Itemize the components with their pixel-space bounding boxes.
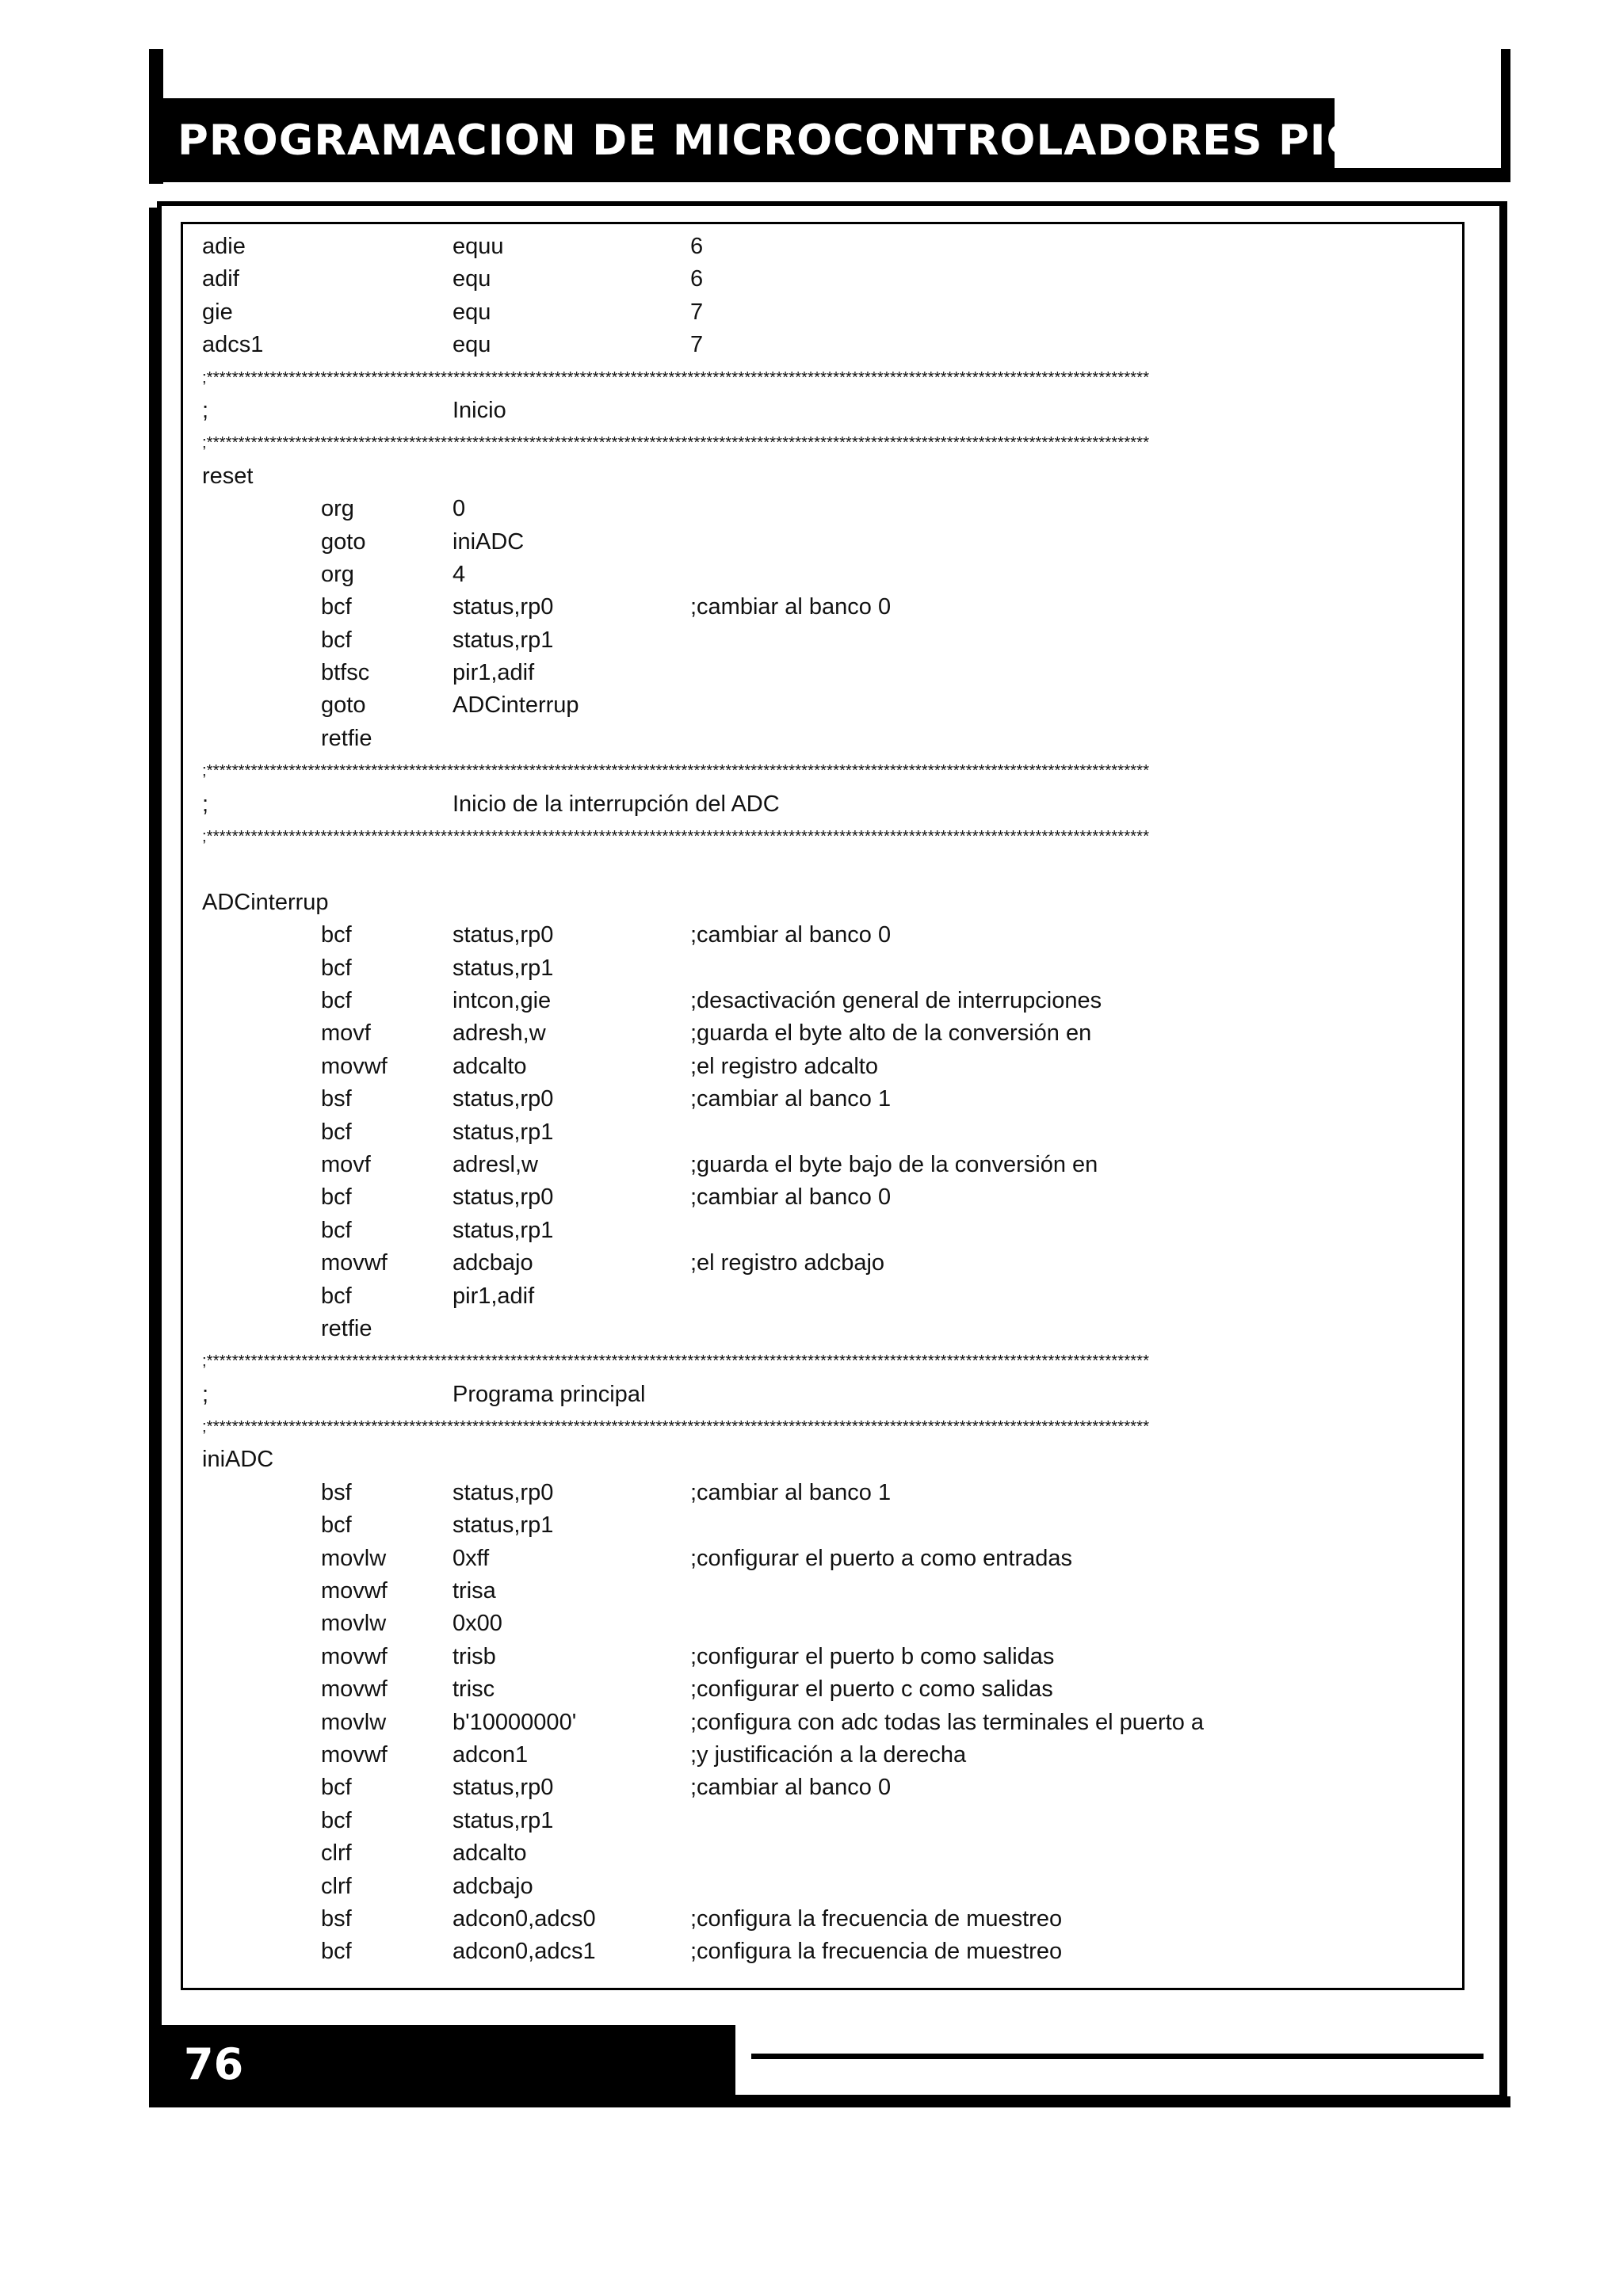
code-label: ; xyxy=(202,791,209,817)
separator-line xyxy=(193,362,1457,395)
code-line xyxy=(193,1673,1457,1706)
code-comment: ;cambiar al banco 0 xyxy=(690,594,892,620)
code-mnemonic: clrf xyxy=(321,1840,352,1867)
code-comment: ;configura la frecuencia de muestreo xyxy=(690,1939,1063,1965)
code-comment: ;desactivación general de interrupciones xyxy=(690,987,1102,1013)
code-line xyxy=(193,1181,1457,1214)
code-line xyxy=(193,1837,1457,1870)
code-line xyxy=(193,1116,1457,1149)
code-operand: adcbajo xyxy=(453,1250,533,1276)
code-mnemonic: bcf xyxy=(321,1775,352,1801)
code-operand: 0x00 xyxy=(453,1611,502,1637)
code-operand: status,rp0 xyxy=(453,922,554,948)
code-line xyxy=(193,1509,1457,1542)
code-line xyxy=(193,526,1457,559)
code-line xyxy=(193,1313,1457,1345)
code-mnemonic: bcf xyxy=(321,627,352,653)
code-operand: pir1,adif xyxy=(453,660,535,686)
code-line xyxy=(193,395,1457,427)
code-label: ADCinterrup xyxy=(202,889,329,915)
code-operand: ADCinterrup xyxy=(453,692,579,719)
code-label: gie xyxy=(202,299,233,325)
code-line xyxy=(193,1575,1457,1608)
code-line xyxy=(193,1772,1457,1804)
code-mnemonic: bcf xyxy=(321,1119,352,1145)
code-mnemonic: bcf xyxy=(321,594,352,620)
separator-asterisks: ;***************************************************************************************************************************************************** xyxy=(202,762,1150,780)
separator-line xyxy=(193,755,1457,788)
code-operand: Inicio de la interrupción del ADC xyxy=(453,791,780,817)
code-comment: ;el registro adcalto xyxy=(690,1053,878,1079)
code-mnemonic: bcf xyxy=(321,1184,352,1211)
code-line xyxy=(193,887,1457,919)
code-line xyxy=(193,1805,1457,1837)
code-operand: adcon1 xyxy=(453,1741,529,1768)
code-mnemonic: movwf xyxy=(321,1643,388,1669)
code-operand: adcalto xyxy=(453,1053,527,1079)
code-line xyxy=(193,788,1457,821)
code-mnemonic: bcf xyxy=(321,955,352,981)
code-line xyxy=(193,657,1457,689)
code-mnemonic: movlw xyxy=(321,1709,387,1735)
code-operand: trisa xyxy=(453,1578,496,1604)
page-header-title: PROGRAMACION DE MICROCONTROLADORES PIC xyxy=(178,116,1358,165)
code-mnemonic: goto xyxy=(321,528,366,555)
code-line xyxy=(193,689,1457,722)
code-mnemonic: bsf xyxy=(321,1086,352,1112)
code-mnemonic: movf xyxy=(321,1020,371,1047)
code-line xyxy=(193,919,1457,952)
code-operand: status,rp1 xyxy=(453,627,554,653)
code-line xyxy=(193,1543,1457,1575)
separator-line xyxy=(193,1411,1457,1444)
code-operand: trisb xyxy=(453,1643,496,1669)
code-line xyxy=(193,1280,1457,1313)
code-comment: ;cambiar al banco 1 xyxy=(690,1479,892,1505)
code-comment: ;configurar el puerto b como salidas xyxy=(690,1643,1055,1669)
code-label: iniADC xyxy=(202,1447,274,1473)
code-line xyxy=(193,493,1457,525)
code-line xyxy=(193,1739,1457,1772)
header-rule-right xyxy=(1501,49,1510,174)
separator-line xyxy=(193,1345,1457,1378)
code-operand: 0 xyxy=(453,496,466,522)
code-label: adie xyxy=(202,234,246,259)
separator-asterisks: ;***************************************************************************************************************************************************** xyxy=(202,1418,1150,1436)
code-comment: ;cambiar al banco 0 xyxy=(690,922,892,948)
code-mnemonic: movwf xyxy=(321,1053,388,1079)
code-line xyxy=(193,1215,1457,1247)
code-line xyxy=(193,1707,1457,1739)
separator-asterisks: ;***************************************************************************************************************************************************** xyxy=(202,1352,1150,1371)
separator-line xyxy=(193,427,1457,460)
code-line xyxy=(193,985,1457,1017)
separator-asterisks: ;***************************************************************************************************************************************************** xyxy=(202,368,1150,387)
code-line xyxy=(193,1017,1457,1050)
code-mnemonic: movwf xyxy=(321,1741,388,1768)
code-mnemonic: movlw xyxy=(321,1545,387,1571)
code-comment: ;cambiar al banco 1 xyxy=(690,1086,892,1112)
code-operand: adresh,w xyxy=(453,1020,546,1047)
code-label: ; xyxy=(202,397,209,423)
code-mnemonic: bcf xyxy=(321,1807,352,1833)
code-line xyxy=(193,1379,1457,1411)
code-mnemonic: movwf xyxy=(321,1250,388,1276)
code-comment: 7 xyxy=(690,299,704,325)
code-mnemonic: bsf xyxy=(321,1905,352,1932)
code-line xyxy=(193,952,1457,985)
code-label: reset xyxy=(202,463,254,489)
code-operand: status,rp0 xyxy=(453,1775,554,1801)
code-comment: ;cambiar al banco 0 xyxy=(690,1184,892,1211)
code-mnemonic: bcf xyxy=(321,1512,352,1539)
code-line xyxy=(193,1936,1457,1968)
code-listing xyxy=(193,231,1457,1969)
code-operand: Programa principal xyxy=(453,1381,646,1407)
code-mnemonic: bcf xyxy=(321,1283,352,1309)
code-operand: Inicio xyxy=(453,397,506,423)
header-bottom-rule xyxy=(149,168,1510,182)
code-mnemonic: btfsc xyxy=(321,660,370,686)
code-mnemonic: bcf xyxy=(321,922,352,948)
code-line xyxy=(193,329,1457,361)
code-mnemonic: org xyxy=(321,496,354,522)
footer-bottom-rule xyxy=(149,2096,1510,2107)
code-operand: 4 xyxy=(453,561,466,587)
code-line xyxy=(193,1149,1457,1181)
code-mnemonic: org xyxy=(321,561,354,587)
code-line xyxy=(193,1608,1457,1640)
code-line xyxy=(193,263,1457,296)
code-comment: 6 xyxy=(690,266,704,292)
code-mnemonic: movwf xyxy=(321,1676,388,1703)
code-label: adif xyxy=(202,266,239,292)
code-line xyxy=(193,296,1457,329)
code-operand: adcalto xyxy=(453,1840,527,1867)
code-operand: equu xyxy=(453,234,504,259)
code-comment: ;configurar el puerto a como entradas xyxy=(690,1545,1072,1571)
code-line xyxy=(193,1871,1457,1903)
code-line xyxy=(193,853,1457,886)
separator-asterisks: ;***************************************************************************************************************************************************** xyxy=(202,828,1150,846)
code-comment: ;guarda el byte alto de la conversión en xyxy=(690,1020,1092,1047)
code-mnemonic: movwf xyxy=(321,1578,388,1604)
code-line xyxy=(193,1247,1457,1280)
code-line xyxy=(193,1641,1457,1673)
footer-rule xyxy=(751,2054,1484,2059)
code-mnemonic: retfie xyxy=(321,725,372,751)
code-operand: adcbajo xyxy=(453,1873,533,1899)
code-mnemonic: bcf xyxy=(321,1217,352,1243)
code-line xyxy=(193,559,1457,591)
code-operand: status,rp0 xyxy=(453,1479,554,1505)
code-operand: status,rp0 xyxy=(453,594,554,620)
code-operand: intcon,gie xyxy=(453,987,552,1013)
code-mnemonic: movf xyxy=(321,1151,371,1177)
code-operand: pir1,adif xyxy=(453,1283,535,1309)
code-mnemonic: movlw xyxy=(321,1611,387,1637)
code-operand: b'10000000' xyxy=(453,1709,577,1735)
code-line xyxy=(193,460,1457,493)
code-mnemonic: bcf xyxy=(321,1939,352,1965)
code-operand: status,rp1 xyxy=(453,1512,554,1539)
code-operand: status,rp0 xyxy=(453,1184,554,1211)
code-operand: status,rp1 xyxy=(453,1119,554,1145)
code-line xyxy=(193,1051,1457,1083)
code-operand: status,rp0 xyxy=(453,1086,554,1112)
code-mnemonic: goto xyxy=(321,692,366,719)
code-listing-box xyxy=(181,222,1465,1990)
code-comment: 6 xyxy=(690,234,704,259)
code-mnemonic: retfie xyxy=(321,1315,372,1341)
code-line xyxy=(193,591,1457,624)
code-comment: ;configura la frecuencia de muestreo xyxy=(690,1905,1063,1932)
code-operand: equ xyxy=(453,332,491,358)
code-line xyxy=(193,231,1457,263)
code-operand: adresl,w xyxy=(453,1151,538,1177)
code-line xyxy=(193,723,1457,755)
code-mnemonic: bsf xyxy=(321,1479,352,1505)
code-line xyxy=(193,1477,1457,1509)
code-comment: ;y justificación a la derecha xyxy=(690,1741,967,1768)
code-operand: status,rp1 xyxy=(453,955,554,981)
code-operand: status,rp1 xyxy=(453,1807,554,1833)
code-operand: equ xyxy=(453,266,491,292)
code-comment: ;configurar el puerto c como salidas xyxy=(690,1676,1053,1703)
separator-asterisks: ;***************************************************************************************************************************************************** xyxy=(202,434,1150,452)
code-mnemonic: clrf xyxy=(321,1873,352,1899)
code-label: ; xyxy=(202,1381,209,1407)
code-line xyxy=(193,1444,1457,1476)
code-comment: ;cambiar al banco 0 xyxy=(690,1775,892,1801)
code-comment: ;el registro adcbajo xyxy=(690,1250,885,1276)
code-operand: adcon0,adcs0 xyxy=(453,1905,596,1932)
code-operand: adcon0,adcs1 xyxy=(453,1939,596,1965)
code-comment: ;configura con adc todas las terminales el puerto a xyxy=(690,1709,1205,1735)
code-comment: 7 xyxy=(690,332,704,358)
page-number: 76 xyxy=(184,2039,244,2089)
code-comment: ;guarda el byte bajo de la conversión en xyxy=(690,1151,1098,1177)
code-operand: iniADC xyxy=(453,528,525,555)
code-label: adcs1 xyxy=(202,332,264,358)
code-mnemonic: bcf xyxy=(321,987,352,1013)
code-operand: equ xyxy=(453,299,491,325)
separator-line xyxy=(193,821,1457,853)
code-line xyxy=(193,1903,1457,1936)
code-line xyxy=(193,1083,1457,1116)
code-operand: status,rp1 xyxy=(453,1217,554,1243)
code-operand: 0xff xyxy=(453,1545,490,1571)
code-line xyxy=(193,624,1457,657)
code-operand: trisc xyxy=(453,1676,495,1703)
